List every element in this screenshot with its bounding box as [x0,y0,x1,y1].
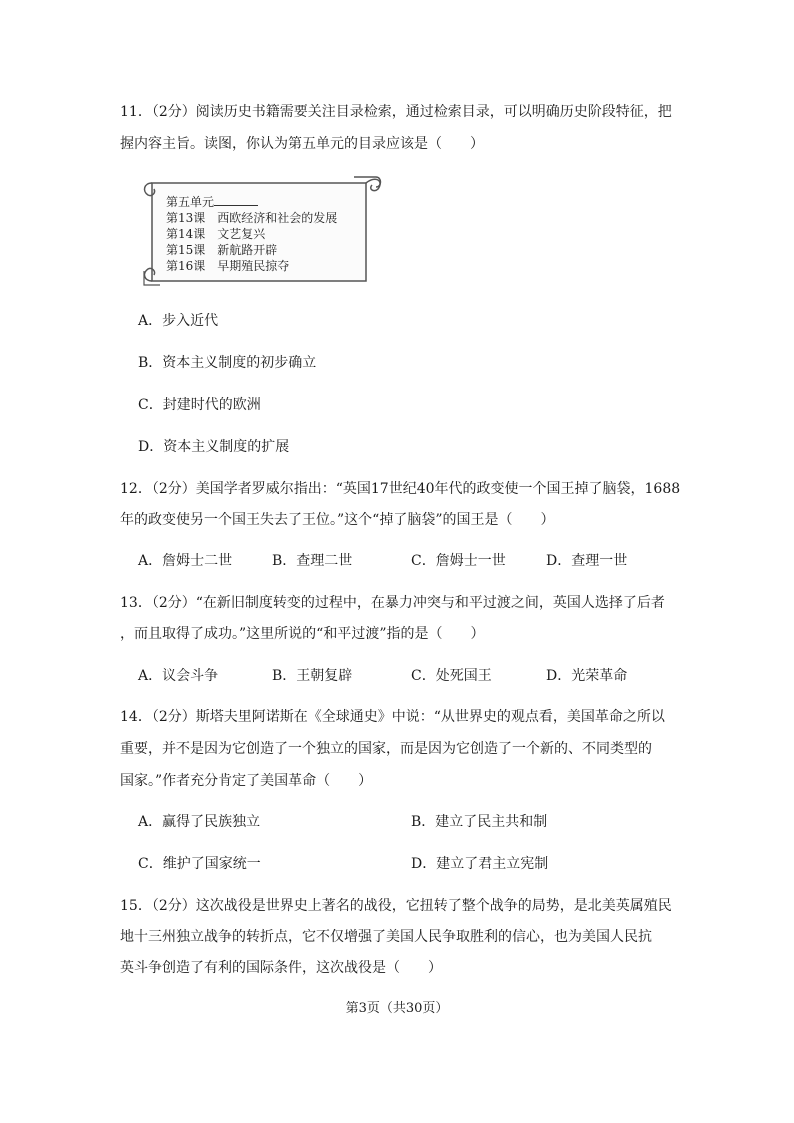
q14-stem-line1: 14．（2分）斯塔夫里阿诺斯在《全球通史》中说：“从世界史的观点看，美国革命之所以 [120,709,665,725]
scroll-lesson-13: 第13课 西欧经济和社会的发展 [166,211,338,225]
q15-stem-line2: 地十三州独立战争的转折点，它不仅增强了美国人民争取胜利的信心，也为美国人民抗 [120,929,652,945]
q11-option-c[interactable]: C．封建时代的欧洲 [138,397,261,413]
q15-stem-line3: 英斗争创造了有利的国际条件，这次战役是（ ） [120,960,442,976]
q14-option-b[interactable]: B．建立了民主共和制 [411,814,548,830]
q13-option-c[interactable]: C．处死国王 [411,668,492,684]
q13-option-d[interactable]: D．光荣革命 [546,668,628,684]
scroll-lesson-16: 第16课 早期殖民掠夺 [166,259,290,273]
q12-option-a[interactable]: A．詹姆士二世 [138,553,233,569]
q12-stem-line2: 年的政变使另一个国王失去了王位。”这个“掉了脑袋”的国王是（ ） [120,512,555,528]
q11-scroll-figure [140,173,382,289]
scroll-contents [166,193,337,274]
q15-stem-line1: 15．（2分）这次战役是世界史上著名的战役，它扭转了整个战争的局势，是北美英属殖民 [120,898,672,914]
q11-option-a[interactable]: A．步入近代 [138,313,219,329]
q14-option-c[interactable]: C．维护了国家统一 [138,856,261,872]
page-footer: 第3页（共30页） [345,1001,449,1016]
q11-option-d[interactable]: D．资本主义制度的扩展 [138,439,290,455]
q11-stem-line1: 11．（2分）阅读历史书籍需要关注目录检索，通过检索目录，可以明确历史阶段特征，把 [120,104,672,120]
q14-option-d[interactable]: D．建立了君主立宪制 [411,856,549,872]
q11-stem-line2: 握内容主旨。读图，你认为第五单元的目录应该是（ ） [120,136,484,152]
q12-option-b[interactable]: B．查理二世 [272,553,353,569]
unit-title-blank [214,193,258,206]
q12-stem-line1: 12．（2分）美国学者罗威尔指出：“英国17世纪40年代的政变使一个国王掉了脑袋，1688 [120,481,681,497]
scroll-lesson-14: 第14课 文艺复兴 [166,227,266,241]
q14-stem-line2: 重要，并不是因为它创造了一个独立的国家，而是因为它创造了一个新的、不同类型的 [120,741,652,757]
q13-option-a[interactable]: A．议会斗争 [138,668,219,684]
q13-stem-line2: ，而且取得了成功。”这里所说的“和平过渡”指的是（ ） [120,626,485,642]
scroll-unit-title: 第五单元 [166,195,215,209]
q14-stem-line3: 国家。”作者充分肯定了美国革命（ ） [120,773,373,789]
q13-option-b[interactable]: B．王朝复辟 [272,668,353,684]
q12-option-c[interactable]: C．詹姆士一世 [411,553,506,569]
q14-option-a[interactable]: A．赢得了民族独立 [138,814,261,830]
q11-option-b[interactable]: B．资本主义制度的初步确立 [138,355,317,371]
q12-option-d[interactable]: D．查理一世 [546,553,628,569]
q13-stem-line1: 13．（2分）“在新旧制度转变的过程中，在暴力冲突与和平过渡之间，英国人选择了后者 [120,595,665,611]
scroll-lesson-15: 第15课 新航路开辟 [166,243,278,257]
